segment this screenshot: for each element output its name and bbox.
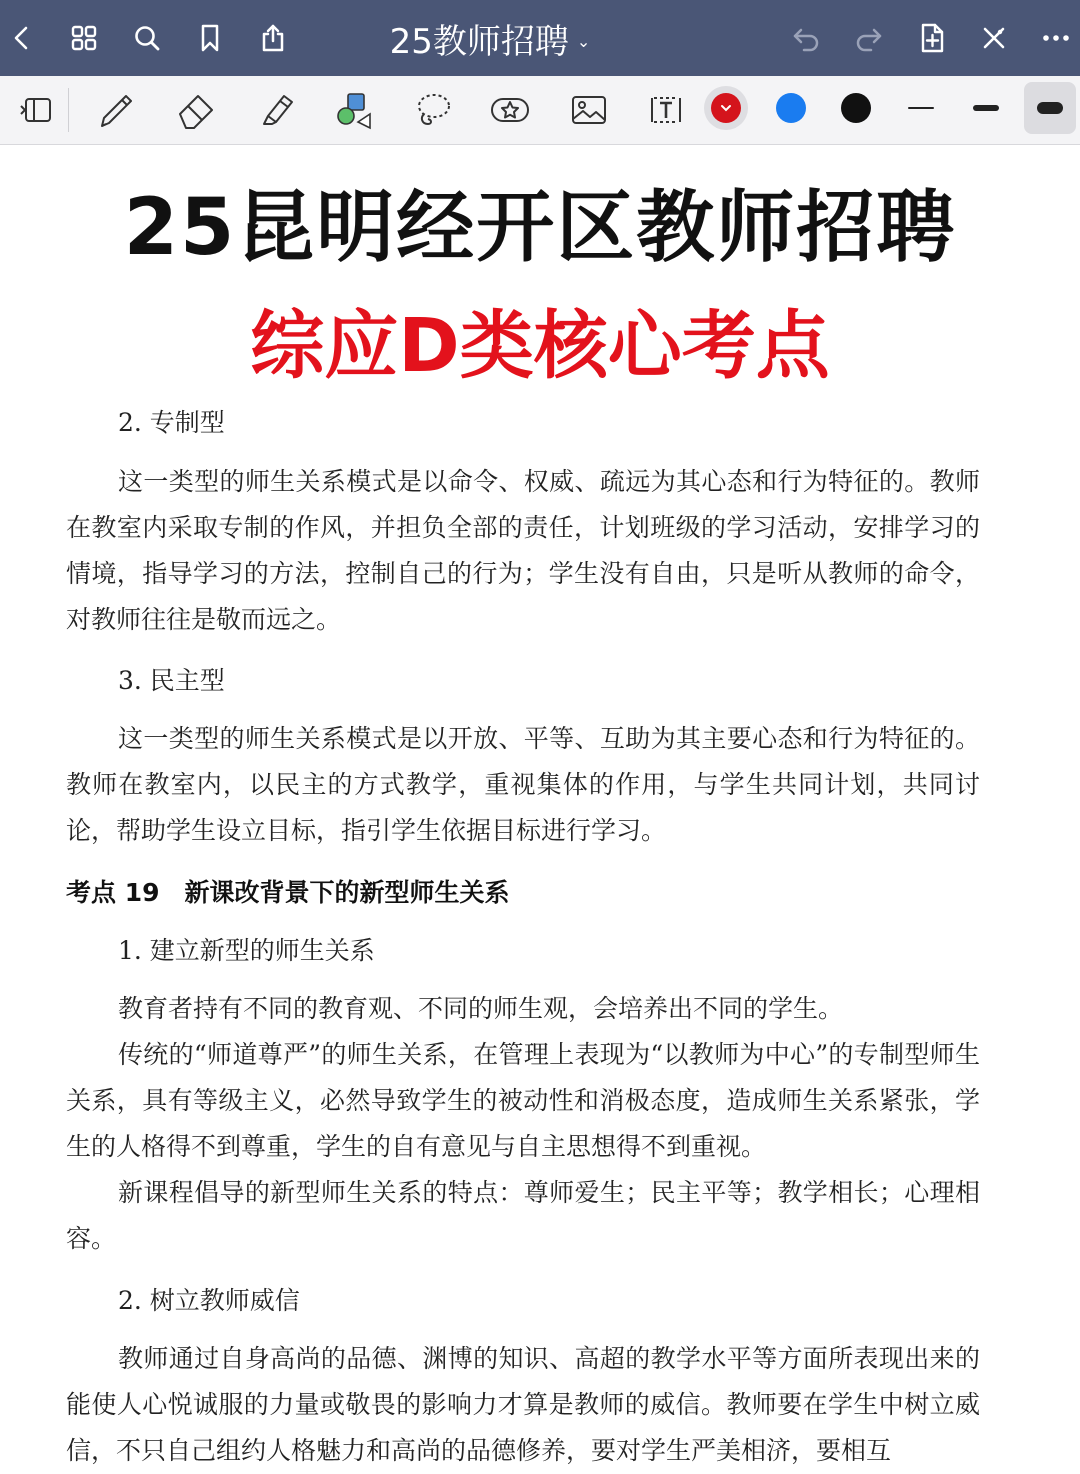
add-page-icon[interactable] — [914, 20, 950, 56]
back-icon[interactable] — [4, 20, 40, 56]
color-swatch-red[interactable] — [711, 93, 741, 123]
paragraph: 教育者持有不同的教育观、不同的师生观，会培养出不同的学生。 — [118, 994, 844, 1023]
chevron-down-icon: ⌄ — [576, 31, 591, 51]
document-title-dropdown[interactable] — [360, 14, 620, 62]
stroke-size-medium[interactable] — [973, 105, 999, 111]
section-title: 3. 民主型 — [118, 666, 225, 695]
paragraph: 这一类型的师生关系模式是以命令、权威、疏远为其心态和行为特征的。教师在教室内采取专制的作风，并担负全部的责任，计划班级的学习活动，安排学习的情境，指导学习的方法，控制自己的行为；学生没有自由，只是听从教师的命令，对教师往往是敬而远之。 — [66, 467, 980, 634]
search-icon[interactable] — [129, 20, 165, 56]
image-icon[interactable] — [565, 86, 613, 134]
stroke-size-thick[interactable] — [1037, 102, 1063, 114]
lasso-icon[interactable] — [408, 86, 456, 134]
sidebar-toggle-icon[interactable] — [14, 86, 62, 134]
paragraph: 新课程倡导的新型师生关系的特点：尊师爱生；民主平等；教学相长；心理相容。 — [66, 1178, 980, 1253]
section-title: 1. 建立新型的师生关系 — [118, 936, 375, 965]
redo-icon[interactable] — [851, 20, 887, 56]
kaodian-heading: 考点 19 新课改背景下的新型师生关系 — [66, 878, 510, 907]
app-top-bar — [0, 0, 1080, 76]
section-title: 2. 专制型 — [118, 408, 225, 437]
sticker-icon[interactable] — [486, 86, 534, 134]
shapes-icon[interactable] — [330, 86, 378, 134]
document-title: 25教师招聘 — [389, 21, 569, 62]
drawing-toolbar — [0, 76, 1080, 145]
text-tool-icon[interactable] — [642, 86, 690, 134]
paragraph: 教师通过自身高尚的品德、渊博的知识、高超的教学水平等方面所表现出来的能使人心悦诚服的力量或敬畏的影响力才算是教师的威信。教师要在学生中树立威信，不只自己组约人格魅力和高尚的品德修养，要对学生严美相济，要相互 — [66, 1344, 980, 1465]
highlighter-icon[interactable] — [252, 86, 300, 134]
toolbar-divider — [68, 88, 69, 132]
chevron-down-icon — [711, 93, 741, 123]
eraser-icon[interactable] — [172, 86, 220, 134]
close-icon[interactable] — [976, 20, 1012, 56]
grid-icon[interactable] — [66, 20, 102, 56]
color-swatch-black[interactable] — [841, 93, 871, 123]
paragraph: 传统的“师道尊严”的师生关系，在管理上表现为“以教师为中心”的专制型师生关系，具有等级主义，必然导致学生的被动性和消极态度，造成师生关系紧张，学生的人格得不到尊重，学生的自有意见与自主思想得不到重视。 — [66, 1040, 980, 1161]
pen-icon[interactable] — [92, 86, 140, 134]
more-icon[interactable] — [1038, 20, 1074, 56]
bookmark-icon[interactable] — [192, 20, 228, 56]
share-icon[interactable] — [255, 20, 291, 56]
paragraph: 这一类型的师生关系模式是以开放、平等、互助为其主要心态和行为特征的。教师在教室内，以民主的方式教学，重视集体的作用，与学生共同计划，共同讨论，帮助学生设立目标，指引学生依据目标进行学习。 — [66, 724, 980, 845]
section-title: 2. 树立教师威信 — [118, 1286, 300, 1315]
page-subheading: 综应D类核心考点 — [250, 303, 830, 389]
stroke-size-thin[interactable] — [908, 107, 934, 109]
undo-icon[interactable] — [788, 20, 824, 56]
document-page[interactable] — [0, 145, 1080, 1465]
color-swatch-blue[interactable] — [776, 93, 806, 123]
page-heading: 25昆明经开区教师招聘 — [123, 183, 957, 273]
